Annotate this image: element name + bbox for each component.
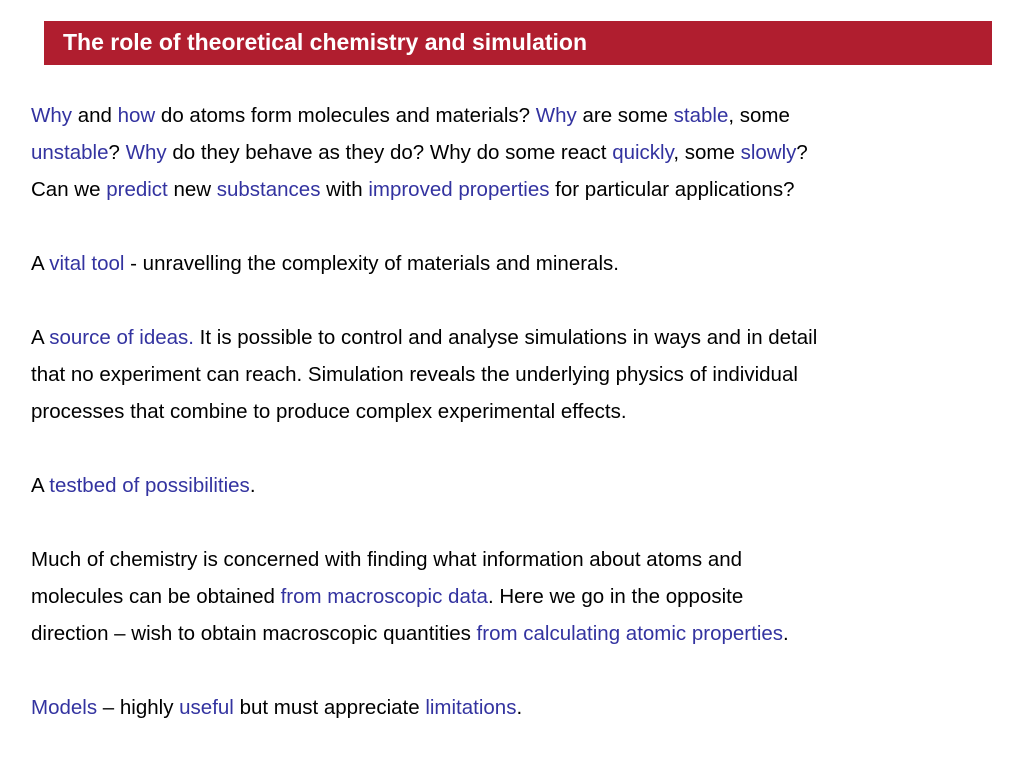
paragraph-1-line-3 xyxy=(31,178,794,202)
keyword: Why xyxy=(535,104,577,127)
text-run: , some xyxy=(673,141,741,164)
text-run: A xyxy=(31,252,50,275)
text-run: direction – wish to obtain macroscopic quantities xyxy=(31,622,477,645)
text-run: molecules can be obtained xyxy=(31,585,281,608)
keyword: source of ideas xyxy=(49,326,189,349)
paragraph-1-line-2 xyxy=(31,141,808,165)
keyword: unstable xyxy=(31,141,109,164)
text-run: – highly xyxy=(97,696,180,719)
text-run: do atoms form molecules and materials? xyxy=(155,104,536,127)
text-run: A xyxy=(31,326,50,349)
paragraph-1-line-1 xyxy=(31,104,790,128)
keyword: limitations xyxy=(425,696,517,719)
text-run: and xyxy=(72,104,118,127)
keyword: from calculating atomic properties xyxy=(476,622,784,645)
text-run: . xyxy=(783,622,789,645)
text-run: but must appreciate xyxy=(233,696,426,719)
text-run: . xyxy=(516,696,523,719)
text-run: . Here we go in the opposite xyxy=(487,585,744,608)
text-run: . xyxy=(249,474,256,497)
text-run: - unravelling the complexity of materials and minerals. xyxy=(124,252,619,275)
keyword: useful xyxy=(179,696,234,719)
keyword: Why xyxy=(31,104,72,127)
keyword: testbed of possibilities xyxy=(49,474,250,497)
paragraph-5-line-3 xyxy=(31,622,789,646)
keyword: quickly xyxy=(612,141,674,164)
keyword: Why xyxy=(125,141,167,164)
keyword: improved properties xyxy=(368,178,550,201)
paragraph-5-line-2 xyxy=(31,585,743,609)
text-run: ? xyxy=(108,141,126,164)
paragraph-3-line-1 xyxy=(31,326,817,350)
paragraph-3-line-2: that no experiment can reach. Simulation reveals the underlying physics of individual xyxy=(31,363,798,386)
text-run: are some xyxy=(576,104,674,127)
text-run: do they behave as they do? Why do some react xyxy=(166,141,613,164)
keyword: from macroscopic data xyxy=(280,585,488,608)
keyword: . xyxy=(188,326,194,349)
paragraph-2 xyxy=(31,252,619,276)
slide-title: The role of theoretical chemistry and simulation xyxy=(63,29,588,55)
text-run: for particular applications? xyxy=(549,178,795,201)
keyword: predict xyxy=(106,178,168,201)
keyword: Models xyxy=(31,696,98,719)
text-run: , some xyxy=(728,104,790,127)
text-run: It is possible to control and analyse simulations in ways and in detail xyxy=(193,326,818,349)
text-run: ? xyxy=(796,141,808,164)
keyword: substances xyxy=(216,178,321,201)
paragraph-5-line-1: Much of chemistry is concerned with finding what information about atoms and xyxy=(31,548,743,571)
text-run: new xyxy=(167,178,217,201)
text-run: Can we xyxy=(31,178,107,201)
paragraph-3-line-3: processes that combine to produce complex experimental effects. xyxy=(31,400,627,423)
title-bar xyxy=(44,21,992,65)
paragraph-4 xyxy=(31,474,256,498)
keyword: how xyxy=(117,104,156,127)
keyword: stable xyxy=(673,104,729,127)
text-run: A xyxy=(31,474,50,497)
paragraph-6 xyxy=(31,696,522,720)
text-run: with xyxy=(320,178,369,201)
keyword: slowly xyxy=(740,141,797,164)
keyword: vital tool xyxy=(49,252,125,275)
